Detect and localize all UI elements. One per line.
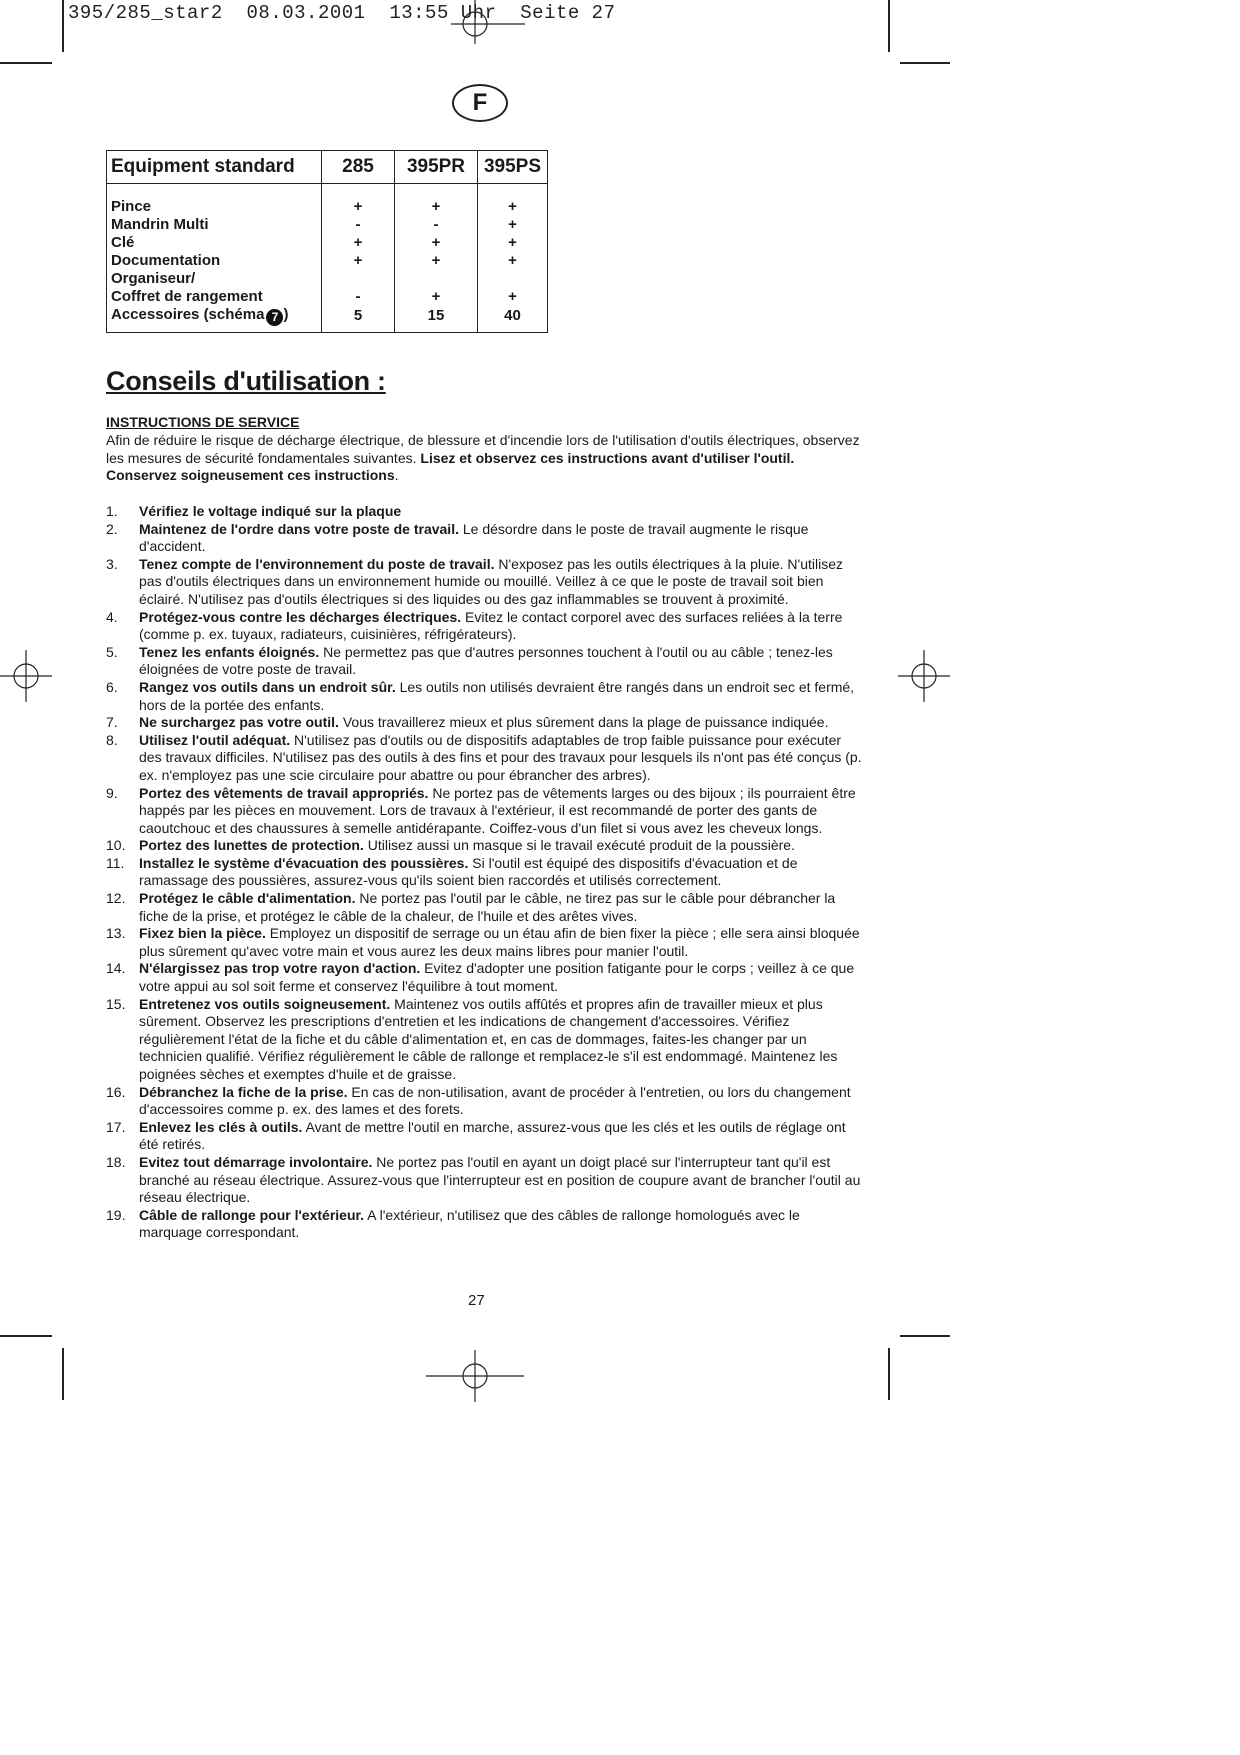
table-cell-285: + (322, 234, 395, 252)
item-text: Evitez le contact corporel avec des surfaces reliées à la terre (comme p. ex. tuyaux, radiateurs, cuisinières, réfrigérateurs). (139, 608, 843, 643)
item-number: 2. (106, 520, 118, 537)
item-number: 13. (106, 925, 126, 942)
crop-mark-bottom-left-h (0, 1335, 52, 1337)
table-cell-label: Clé (107, 234, 322, 252)
item-text: Evitez d'adopter une position fatigante pour le corps ; veillez à ce que votre appui au sol soit ferme et conservez l'équilibre à tout moment. (139, 960, 855, 995)
intro-bold: Lisez et observez ces instructions avant d'utiliser l'outil. Conservez soigneusement ces instructions (106, 449, 795, 484)
item-number: 14. (106, 960, 126, 977)
list-item (106, 960, 866, 995)
item-number: 8. (106, 731, 118, 748)
section-title: Conseils d'utilisation : (106, 366, 386, 396)
table-cell-285: - (322, 216, 395, 234)
item-bold: Evitez tout démarrage involontaire. (139, 1153, 373, 1170)
table-row (107, 270, 548, 288)
table-cell-285: - (322, 288, 395, 306)
item-bold: Tenez compte de l'environnement du poste de travail. (139, 555, 495, 572)
intro-paragraph (106, 432, 866, 485)
crop-mark-top-left-h (0, 62, 52, 64)
list-item (106, 714, 866, 732)
table-cell-285: + (322, 252, 395, 270)
list-item (106, 925, 866, 960)
intro-text: Afin de réduire le risque de décharge électrique, de blessure et d'incendie lors de l'utilisation d'outils électriques, observez les mesures de sécurité fondamentales suivantes. (106, 432, 860, 466)
table-cell-395pr: - (395, 216, 478, 234)
list-item (106, 837, 866, 855)
item-number: 5. (106, 643, 118, 660)
list-item (106, 996, 866, 1084)
item-number: 15. (106, 995, 126, 1012)
table-cell-395ps: + (508, 252, 517, 269)
language-badge: F (452, 84, 508, 122)
item-text: Employez un dispositif de serrage ou un étau afin de bien fixer la pièce ; elle sera ainsi bloquée plus sûrement qu'avec votre main et vous aurez les deux mains libres pour manier l'outil. (139, 925, 860, 959)
table-cell-285: 5 (322, 306, 395, 332)
item-bold: Utilisez l'outil adéquat. (139, 731, 291, 748)
item-text: A l'extérieur, n'utilisez que des câbles de rallonge homologués avec le marquage correspondant. (139, 1206, 800, 1241)
item-number: 17. (106, 1118, 126, 1135)
list-item (106, 644, 866, 679)
item-text: Vous travaillerez mieux et plus sûrement dans la plage de puissance indiquée. (338, 714, 829, 731)
table-cell-395pr: + (395, 234, 478, 252)
table-cell-label: Documentation (107, 252, 322, 270)
item-text: Maintenez vos outils affûtés et propres afin de travailler mieux et plus sûrement. Observez les prescriptions d'entretien et les indications de changement d'accessoires. Vérifiez régulièrement l'état de la fiche et du câble d'alimentation et, en cas de dommages, faites-les changer par un technicien qualifié. Vérifiez régulièrement le câble de rallonge et remplacez-le s'il est endommagé. Maintenez les poignées sèches et exemptes d'huile et de graisse. (139, 995, 838, 1082)
accessories-label: Accessoires (schéma (111, 306, 265, 323)
table-cell-label: Pince (107, 198, 322, 216)
item-number: 6. (106, 678, 118, 695)
table-cell-label (107, 306, 322, 332)
item-bold: N'élargissez pas trop votre rayon d'action. (139, 960, 421, 977)
table-cell-395ps (478, 270, 548, 288)
item-bold: Débranchez la fiche de la prise. (139, 1083, 348, 1100)
list-item (106, 503, 866, 521)
item-number: 10. (106, 837, 126, 854)
item-text: Avant de mettre l'outil en marche, assurez-vous que les clés et les outils de réglage ont été retirés. (139, 1118, 846, 1153)
table-cell-395pr (395, 270, 478, 288)
item-bold: Entretenez vos outils soigneusement. (139, 995, 391, 1012)
table-header-285: 285 (322, 151, 395, 184)
table-cell-395ps: + (508, 198, 517, 215)
item-text: N'exposez pas les outils électriques à la pluie. N'utilisez pas d'outils électriques dans un environnement humide ou mouillé. Veillez à ce que le poste de travail soit bien éclairé. N'utilisez pas d'outils électriques si des liquides ou des gaz inflammables se trouvent à proximité. (139, 555, 844, 607)
table-cell-395pr: + (395, 198, 478, 216)
table-cell-395pr: + (395, 252, 478, 270)
item-number: 16. (106, 1083, 126, 1100)
list-item (106, 609, 866, 644)
table-cell-label: Coffret de rangement (107, 288, 322, 306)
page-number: 27 (468, 1292, 485, 1309)
crop-mark-top-left-v (62, 0, 64, 52)
item-number: 18. (106, 1153, 126, 1170)
table-row (107, 306, 548, 332)
item-number: 4. (106, 608, 118, 625)
table-row (107, 198, 548, 216)
item-number: 11. (106, 854, 125, 871)
list-item (106, 1154, 866, 1207)
table-row (107, 252, 548, 270)
table-header-equipment: Equipment standard (107, 151, 322, 184)
crop-mark-top-right-h (900, 62, 950, 64)
crop-mark-top-right-v (888, 0, 890, 52)
table-cell-395pr: 15 (395, 306, 478, 332)
figure-number-badge: 7 (266, 309, 283, 326)
table-spacer-row (107, 184, 548, 199)
table-cell-label: Organiseur/ (107, 270, 322, 288)
item-bold: Portez des vêtements de travail appropriés. (139, 784, 429, 801)
item-bold: Installez le système d'évacuation des poussières. (139, 854, 469, 871)
item-text: Ne portez pas l'outil en ayant un doigt placé sur l'interrupteur tant qu'il est branché au réseau électrique. Assurez-vous que l'interrupteur est en position de coupure avant de brancher l'outil au réseau électrique. (139, 1153, 861, 1206)
table-cell-label: Mandrin Multi (107, 216, 322, 234)
crop-mark-bottom-right-h (900, 1335, 950, 1337)
registration-mark-top-icon (451, 0, 525, 44)
table-cell-395ps: + (508, 234, 517, 251)
item-number: 12. (106, 890, 126, 907)
item-bold: Fixez bien la pièce. (139, 925, 266, 942)
item-text: Ne portez pas de vêtements larges ou des bijoux ; ils pourraient être happés par les pièces en mouvement. Lors de travaux à l'extérieur, il est recommandé de porter des gants de caoutchouc et des chaussures à semelle antidérapante. Coiffez-vous d'un filet si vous avez les cheveux longs. (139, 784, 856, 836)
list-item (106, 1084, 866, 1119)
item-bold: Ne surchargez pas votre outil. (139, 714, 339, 731)
table-cell-395ps: + (508, 288, 517, 305)
registration-mark-right-icon (898, 650, 950, 702)
accessories-label-suffix: ) (283, 306, 289, 323)
subheading: INSTRUCTIONS DE SERVICE (106, 414, 300, 430)
list-item (106, 556, 866, 609)
equipment-table-header-row (107, 151, 548, 184)
table-row (107, 234, 548, 252)
table-header-395ps: 395PS (478, 151, 548, 184)
item-bold: Protégez le câble d'alimentation. (139, 890, 356, 907)
item-number: 7. (106, 714, 118, 731)
table-cell-395ps: + (508, 216, 517, 233)
list-item (106, 855, 866, 890)
item-bold: Maintenez de l'ordre dans votre poste de travail. (139, 520, 459, 537)
list-item (106, 1207, 866, 1242)
item-bold: Protégez-vous contre les décharges électriques. (139, 608, 462, 625)
item-bold: Câble de rallonge pour l'extérieur. (139, 1206, 365, 1223)
table-header-395pr: 395PR (395, 151, 478, 184)
item-text: Les outils non utilisés devraient être rangés dans un endroit sec et fermé, hors de la portée des enfants. (139, 678, 855, 713)
item-text: En cas de non-utilisation, avant de procéder à l'entretien, ou lors du changement d'accessoires comme p. ex. des lames et des forets. (139, 1083, 851, 1118)
crop-mark-bottom-left-v (62, 1348, 64, 1400)
crop-mark-bottom-right-v (888, 1348, 890, 1400)
table-row (107, 288, 548, 306)
list-item (106, 732, 866, 785)
item-text: Si l'outil est équipé des dispositifs d'évacuation et de ramassage des poussières, assurez-vous qu'ils soient bien raccordés et utilisés correctement. (139, 854, 798, 889)
item-text: N'utilisez pas d'outils ou de dispositifs adaptables de trop faible puissance pour exécuter des travaux difficiles. N'utilisez pas des outils à des fins et pour des travaux pour lesquels ils n'ont pas été conçus (p. ex. n'employez pas une scie circulaire pour abattre ou pour ébrancher des arbres). (139, 731, 862, 783)
table-cell-285: + (322, 198, 395, 216)
item-number: 1. (106, 503, 118, 519)
equipment-table (106, 150, 548, 333)
item-bold: Rangez vos outils dans un endroit sûr. (139, 678, 396, 695)
table-row (107, 216, 548, 234)
item-text: Le désordre dans le poste de travail augmente le risque d'accident. (139, 520, 809, 555)
table-cell-395pr: + (395, 288, 478, 306)
item-text: Ne portez pas l'outil par le câble, ne tirez pas sur le câble pour débrancher la fiche de la prise, et protégez le câble de la chaleur, de l'huile et des arêtes vives. (139, 890, 836, 924)
safety-rules-list (106, 503, 866, 1242)
list-item (106, 679, 866, 714)
item-number: 9. (106, 784, 118, 801)
list-item (106, 521, 866, 556)
item-bold: Tenez les enfants éloignés. (139, 643, 320, 660)
list-item (106, 785, 866, 838)
item-bold: Vérifiez le voltage indiqué sur la plaque (139, 503, 402, 519)
intro-end: . (394, 467, 399, 484)
item-text: Utilisez aussi un masque si le travail exécuté produit de la poussière. (363, 837, 795, 854)
table-cell-395ps: 40 (504, 306, 521, 324)
item-number: 19. (106, 1206, 126, 1223)
print-header: 395/285_star2 08.03.2001 13:55 Uhr Seite 27 (68, 2, 616, 24)
registration-mark-left-icon (0, 650, 52, 702)
table-cell-285 (322, 270, 395, 288)
registration-mark-bottom-icon (426, 1350, 524, 1402)
list-item (106, 1119, 866, 1154)
item-number: 3. (106, 555, 118, 572)
item-text: Ne permettez pas que d'autres personnes touchent à l'outil ou au câble ; tenez-les éloignées de votre poste de travail. (139, 643, 833, 678)
item-bold: Enlevez les clés à outils. (139, 1118, 303, 1135)
list-item (106, 890, 866, 925)
item-bold: Portez des lunettes de protection. (139, 837, 364, 854)
